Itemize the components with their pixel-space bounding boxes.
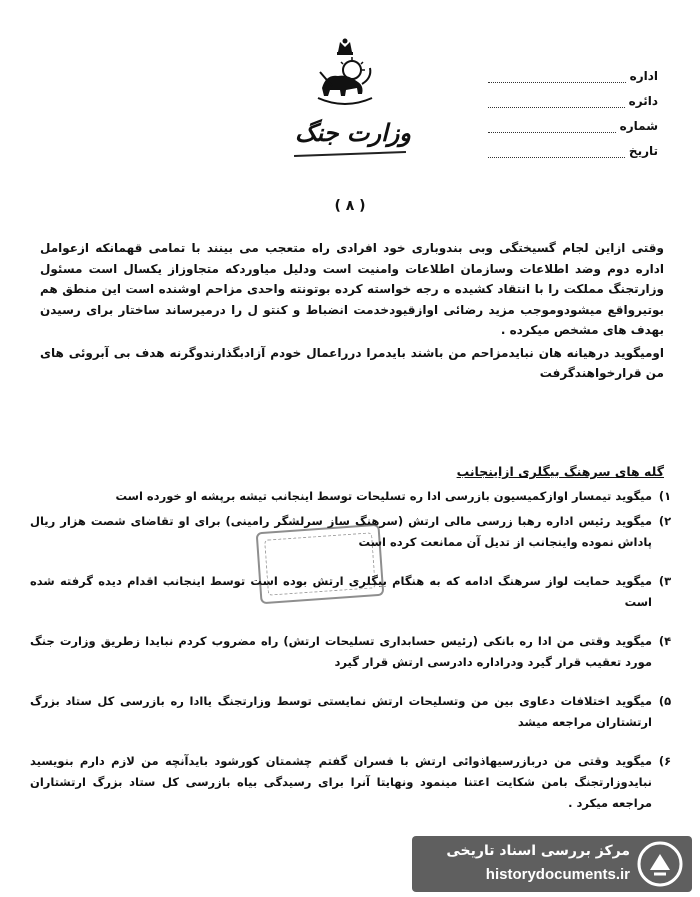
meta-dotted-line — [488, 70, 626, 83]
list-item — [30, 631, 678, 673]
page-number: ( ۸ ) — [334, 198, 366, 214]
letter-body — [40, 238, 664, 384]
watermark-url: historydocuments.ir — [485, 866, 630, 883]
ministry-title-underline — [294, 151, 406, 157]
list-item — [30, 751, 678, 814]
list-item — [30, 486, 678, 507]
meta-label: اداره — [629, 69, 658, 83]
item-number: ۲) — [658, 514, 672, 528]
body-paragraph-1: وقتی ازاین لجام گسیختگی وبی بندوباری خود افرادی راه متعجب می بینند با تمامی قهمانکه ازعوامل اداره دوم وضد اطلاعات وسازمان اطلاعات وامنیت است ودلیل میاوردکه متجاوزاز یکسال است مسئول وزارتجنگ مملکت را با انتقاد کشیده ه رجه خواسته کرده بوتونته واحدی مزاحم اوشنده است این منطق هم بوتیرواقع میشودوموجب مزید رضائی اوازقیودخدمت انضباط و کنتو ل را درمیرساند ساختار برای رسیدن بهدف های مشخص میکرده . — [40, 241, 664, 337]
item-number: ۶) — [658, 754, 672, 768]
letter-meta-fields — [488, 58, 658, 158]
meta-field-department — [488, 83, 658, 108]
faded-stamp — [256, 524, 385, 604]
item-text: میگوید اختلافات دعاوی بین من وتسلیحات ارتش نمایستی توسط وزارتجنگ یاادا ره بازرسی کل ستاد بزرگ ارتشتاران مراجعه میشد — [30, 694, 652, 729]
meta-field-number — [488, 108, 658, 133]
ministry-title: وزارت جنگ — [295, 118, 411, 147]
archive-watermark — [412, 836, 692, 892]
item-text: میگوید حمایت لواز سرهنگ ادامه که به هنگام بیگلری ارتش بوده است توسط اینجانب اقدام دیده گرفته شده است — [30, 574, 652, 609]
item-number: ۴) — [658, 634, 672, 648]
list-item — [30, 691, 678, 733]
meta-dotted-line — [488, 95, 625, 108]
item-text: میگوید وقتی من دربازرسیهاذوائی ارتش با فسران گفتم چشمتان کورشود بایدآنچه من لازم دارم بنویسید نبایدوزارتجنگ بامن شکایت اعتنا مینمود ونهایتا آنرا برای رسیدگی بیاه بازرسی کل ستاد بزرگ ارتشتاران مراجعه میکرد . — [30, 754, 652, 810]
body-paragraph-2: اومیگوید درهیانه هان نبایدمزاحم من باشند بایدمرا درراعمال خودم آزادبگذارندوگرنه هدف بی آبروئی های من قرارخواهندگرفت — [40, 345, 664, 380]
meta-dotted-line — [488, 120, 616, 133]
meta-label: شماره — [619, 119, 658, 133]
lion-and-sun-emblem-icon — [312, 38, 378, 106]
meta-field-date — [488, 133, 658, 158]
meta-label: تاریخ — [628, 144, 658, 158]
archive-logo-icon — [636, 840, 684, 888]
item-number: ۵) — [658, 694, 672, 708]
item-number: ۱) — [658, 489, 672, 503]
section-heading: گله های سرهنگ بیگلری ازاینجانب — [456, 464, 664, 479]
meta-dotted-line — [488, 145, 625, 158]
item-text: میگوید رئیس اداره رهبا زرسی مالی ارتش (سرهنگ ساز سرلشگر رامینی) برای او تقاضای شصت هزار ریال پاداش نموده واینجانب از تدیل آن ممانعت کرده است — [30, 514, 652, 549]
watermark-title: مرکز بررسی اسناد تاریخی — [446, 843, 630, 859]
item-text: میگوید تیمسار اوازکمیسیون بازرسی ادا ره تسلیحات توسط اینجانب تیشه برپشه او خورده است — [115, 489, 652, 503]
item-number: ۳) — [658, 574, 672, 588]
meta-label: دائره — [628, 94, 658, 108]
meta-field-office — [488, 58, 658, 83]
item-text: میگوید وقتی من ادا ره بانکی (رئیس حسابداری تسلیحات ارتش) راه مضروب کردم نبایدا زطریق وزارت جنگ مورد تعقیب قرار گیرد ودراداره دادرسی ارتش قرار گیرد — [30, 634, 652, 669]
